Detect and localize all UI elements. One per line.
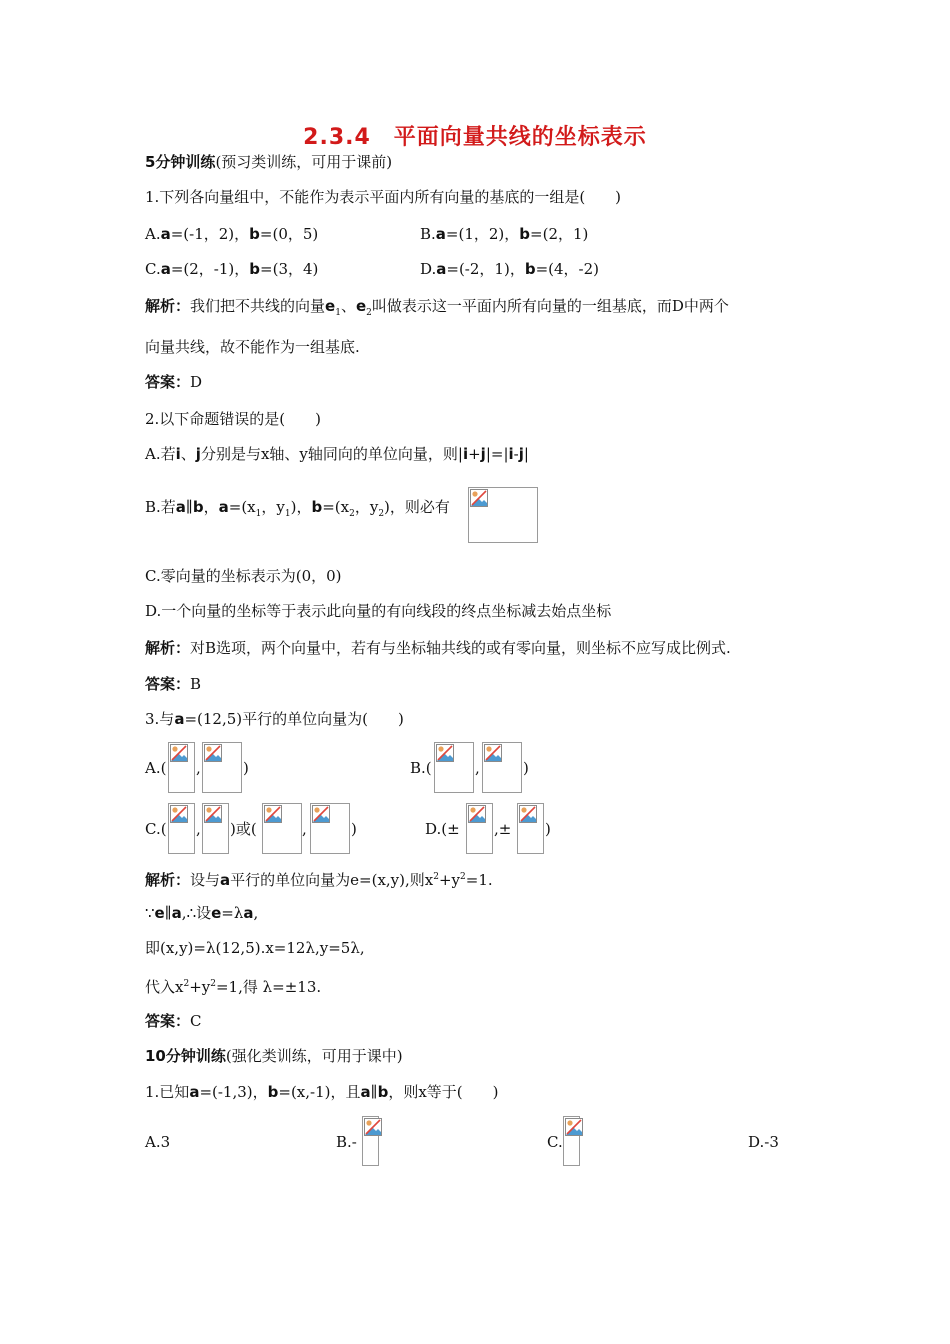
question-3-stem: 3.与a=(12,5)平行的单位向量为( ) [145, 710, 404, 728]
broken-image-icon [517, 803, 544, 854]
q3-option-b: B.( [410, 759, 432, 777]
q2-option-c: C.零向量的坐标表示为(0，0) [145, 567, 342, 585]
broken-image-icon [168, 803, 195, 854]
q2-option-a: A.若i、j分别是与x轴、y轴同向的单位向量，则|i+j|=|i-j| [145, 445, 529, 463]
broken-image-icon [202, 742, 242, 793]
broken-image-icon [168, 742, 195, 793]
q1-option-d: D.a=(-2，1)，b=(4，-2) [420, 260, 600, 278]
q1-option-b: B.a=(1，2)，b=(2，1) [420, 225, 589, 243]
q1-explanation-line-2: 向量共线，故不能作为一组基底. [145, 338, 360, 356]
q2-explanation: 解析：对B选项，两个向量中，若有与坐标轴共线的或有零向量，则坐标不应写成比例式. [145, 639, 731, 657]
q2-answer: 答案：B [145, 675, 202, 693]
q4-option-b: B.- [336, 1133, 357, 1151]
q2-option-d: D.一个向量的坐标等于表示此向量的有向线段的终点坐标减去始点坐标 [145, 602, 612, 620]
q3-option-d: D.(± [425, 820, 460, 838]
q1-explanation-line-1: 解析：我们把不共线的向量$e_1$、$e_2$叫做表示这一平面内所有向量的一组基底，而D中两个 [145, 297, 729, 318]
question-2-stem: 2.以下命题错误的是( ) [145, 410, 322, 428]
broken-image-icon [310, 803, 350, 854]
broken-image-icon [468, 487, 538, 543]
broken-image-icon [482, 742, 522, 793]
broken-image-icon [434, 742, 474, 793]
q3-explanation-line-2: ∵e∥a,∴设e=λa, [145, 904, 259, 922]
q1-option-a: A.a=(-1，2)，b=(0，5) [145, 225, 319, 243]
question-1-stem: 1.下列各向量组中，不能作为表示平面内所有向量的基底的一组是( ) [145, 188, 622, 206]
q3-explanation-line-4: 代入$x^2+y^2=1$,得 λ=±13. [145, 978, 322, 996]
q4-option-a: A.3 [145, 1133, 171, 1151]
q4-option-c: C. [547, 1133, 563, 1151]
q3-answer: 答案：C [145, 1012, 202, 1030]
q4-option-d: D.-3 [748, 1133, 779, 1151]
broken-image-icon [262, 803, 302, 854]
q2-option-b: B.若a∥b，$a=(x_1$，$y_1$)，$b=(x_2$，$y_2$)，则必有 [145, 498, 450, 519]
q1-answer: 答案：D [145, 373, 203, 391]
q3-explanation-line-3: 即(x,y)=λ(12,5).x=12λ,y=5λ, [145, 939, 365, 957]
section-header-2: 10分钟训练(强化类训练，可用于课中) [145, 1047, 403, 1065]
page-title: 2.3.4 平面向量共线的坐标表示 [303, 125, 647, 150]
broken-image-icon [563, 1116, 580, 1166]
q3-option-c: C.( [145, 820, 167, 838]
question-4-stem: 1.已知a=(-1,3)，b=(x,-1)，且a∥b，则x等于( ) [145, 1083, 499, 1101]
q3-option-a: A.( [145, 759, 167, 777]
section-header-1: 5分钟训练(预习类训练，可用于课前) [145, 153, 393, 171]
q3-explanation-line-1: 解析：设与a平行的单位向量为e=(x,y),则$x^2+y^2=1$. [145, 871, 493, 889]
q1-option-c: C.a=(2，-1)，b=(3，4) [145, 260, 319, 278]
document-page: 2.3.4 平面向量共线的坐标表示 5分钟训练(预习类训练，可用于课前) 1.下列各向量组中，不能作为表示平面内所有向量的基底的一组是( ) A.a=(-1，2)，b=(0，5) B.a=(1，2)，b=(2，1) C.a=(2，-1)，b=(3，4) D.a=(-2，1)，b=(4，-2) 解析：我们把不共线的向量$e_1$、$e_2$叫做表示这一平面内所有向量的一组基底，而D中两个 向量共线，故不能作为一组基底. 答案：D 2.以下命题错误的是( ) A.若i、j分别是与x轴、y轴同向的单位向量，则|i+j|=|i-j| B.若a∥b，$a=(x_1$，$y_1$)，$b=(x_2$，$y_2$)，则必有 C.零向量的坐标表示为(0，0) D.一个向量的坐标等于表示此向量的有向线段的终点坐标减去始点坐标 解析：对B选项，两个向量中，若有与坐标轴共线的或有零向量，则坐标不应写成比例式. 答案：B 3.与a=(12,5)平行的单位向量为( ) A.( , ) B.( , ) C.( , )或( , ) D.(± ,± ) 解析：设与a平行的单位向量为e=(x,y),则$x^2+y^2=1$. ∵e∥a,∴设e=λa, 即(x,y)=λ(12,5).x=12λ,y=5λ, 代入$x^2+y^2=1$,得 λ=±13. 答案：C 10分钟训练(强化类训练，可用于课中) 1.已知a=(-1,3)，b=(x,-1)，且a∥b，则x等于( ) A.3 B.- C. D.-3 [0, 0, 950, 1344]
broken-image-icon [362, 1116, 379, 1166]
broken-image-icon [202, 803, 229, 854]
broken-image-icon [466, 803, 493, 854]
